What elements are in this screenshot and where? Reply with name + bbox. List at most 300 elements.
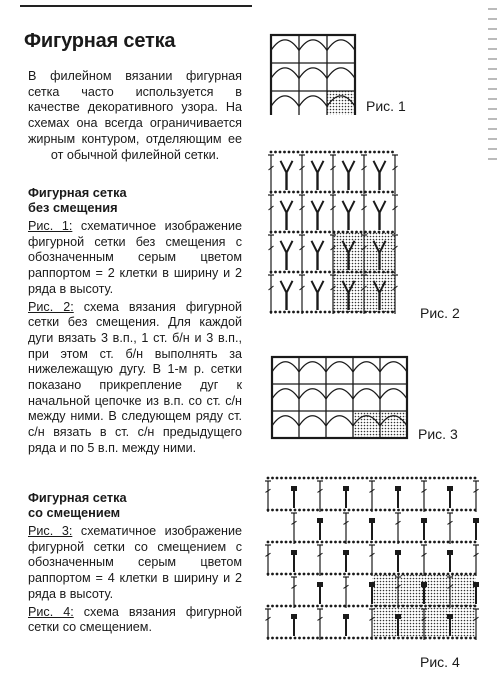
chain-stitch-symbol	[294, 573, 297, 576]
chain-stitch-symbol	[388, 509, 391, 512]
chain-stitch-symbol	[316, 573, 319, 576]
chain-stitch-symbol	[325, 541, 328, 544]
chain-stitch-symbol	[319, 191, 322, 194]
chain-stitch-symbol	[285, 573, 288, 576]
chain-stitch-symbol	[429, 509, 432, 512]
chain-stitch-symbol	[298, 605, 301, 608]
chain-stitch-symbol	[415, 541, 418, 544]
chain-stitch-symbol	[451, 509, 454, 512]
single-crochet-symbol	[343, 161, 355, 173]
chain-stitch-symbol	[361, 541, 364, 544]
chain-stitch-symbol	[474, 605, 477, 608]
chain-stitch-symbol	[460, 605, 463, 608]
chain-stitch-symbol	[276, 573, 279, 576]
chain-stitch-symbol	[438, 541, 441, 544]
chain-stitch-symbol	[360, 311, 363, 314]
chain-stitch-symbol	[301, 151, 304, 154]
chain-stitch-symbol	[334, 509, 337, 512]
chain-stitch-symbol	[271, 477, 274, 480]
chain-stitch-symbol	[348, 477, 351, 480]
chain-stitch-symbol	[393, 637, 396, 640]
chain-stitch-symbol	[366, 541, 369, 544]
chain-stitch-symbol	[420, 605, 423, 608]
chain-stitch-symbol	[355, 231, 358, 234]
chain-stitch-symbol	[280, 477, 283, 480]
chain-stitch-symbol	[298, 637, 301, 640]
chain-stitch-symbol	[342, 271, 345, 274]
chain-stitch-symbol	[285, 637, 288, 640]
grid-arc	[272, 389, 299, 399]
chain-stitch-symbol	[424, 605, 427, 608]
chain-stitch-symbol	[297, 191, 300, 194]
section2-heading-line2: со смещением	[28, 505, 121, 520]
single-crochet-symbol	[395, 614, 401, 619]
chain-stitch-symbol	[406, 637, 409, 640]
chain-stitch-symbol	[415, 509, 418, 512]
chain-stitch-symbol	[319, 271, 322, 274]
chain-stitch-symbol	[387, 231, 390, 234]
chain-stitch-symbol	[306, 191, 309, 194]
chain-stitch-symbol	[307, 509, 310, 512]
chain-stitch-symbol	[351, 151, 354, 154]
chain-stitch-symbol	[303, 541, 306, 544]
chain-stitch-symbol	[276, 637, 279, 640]
chain-stitch-symbol	[379, 509, 382, 512]
chain-stitch-symbol	[402, 509, 405, 512]
chain-stitch-symbol	[424, 541, 427, 544]
chain-stitch-symbol	[298, 477, 301, 480]
chain-stitch-symbol	[355, 271, 358, 274]
chain-stitch-symbol	[312, 509, 315, 512]
chain-stitch-symbol	[442, 541, 445, 544]
chain-stitch-symbol	[276, 477, 279, 480]
chain-stitch-symbol	[415, 605, 418, 608]
chain-stitch-symbol	[420, 573, 423, 576]
grid-arc	[353, 362, 380, 372]
chain-stitch-symbol	[382, 151, 385, 154]
chain-stitch-symbol	[420, 637, 423, 640]
chain-stitch-symbol	[343, 637, 346, 640]
chain-stitch-symbol	[339, 541, 342, 544]
chain-stitch-symbol	[306, 151, 309, 154]
chain-stitch-symbol	[429, 573, 432, 576]
chain-stitch-symbol	[411, 605, 414, 608]
chain-stitch-symbol	[271, 541, 274, 544]
chain-stitch-symbol	[433, 477, 436, 480]
chain-stitch-symbol	[310, 151, 313, 154]
chain-stitch-symbol	[346, 191, 349, 194]
chain-stitch-symbol	[333, 151, 336, 154]
single-crochet-symbol	[317, 518, 323, 523]
top-rule	[20, 5, 252, 7]
single-crochet-symbol	[343, 614, 349, 619]
single-crochet-symbol	[291, 550, 297, 555]
chain-stitch-symbol	[280, 573, 283, 576]
section1-heading-line1: Фигурная сетка	[28, 185, 127, 200]
chain-stitch-symbol	[433, 605, 436, 608]
chain-stitch-symbol	[438, 509, 441, 512]
chain-stitch-symbol	[303, 573, 306, 576]
chain-stitch-symbol	[342, 151, 345, 154]
chain-stitch-symbol	[310, 311, 313, 314]
chain-stitch-symbol	[346, 151, 349, 154]
chain-stitch-symbol	[379, 477, 382, 480]
chain-stitch-symbol	[337, 191, 340, 194]
chain-stitch-symbol	[289, 477, 292, 480]
section2-heading-line1: Фигурная сетка	[28, 490, 127, 505]
chain-stitch-symbol	[393, 605, 396, 608]
fig4-reference: Рис. 4:	[28, 604, 74, 619]
chain-stitch-symbol	[330, 477, 333, 480]
chain-stitch-symbol	[393, 541, 396, 544]
chain-stitch-symbol	[280, 637, 283, 640]
figure-4-diagram	[262, 472, 482, 652]
chain-stitch-symbol	[375, 605, 378, 608]
chain-stitch-symbol	[297, 231, 300, 234]
chain-stitch-symbol	[325, 573, 328, 576]
chain-stitch-symbol	[433, 573, 436, 576]
chain-stitch-symbol	[271, 573, 274, 576]
single-crochet-symbol	[291, 614, 297, 619]
chain-stitch-symbol	[424, 477, 427, 480]
chain-stitch-symbol	[447, 605, 450, 608]
chain-stitch-symbol	[378, 231, 381, 234]
chain-stitch-symbol	[346, 271, 349, 274]
chain-stitch-symbol	[325, 477, 328, 480]
chain-stitch-symbol	[366, 573, 369, 576]
chain-stitch-symbol	[315, 151, 318, 154]
chain-stitch-symbol	[292, 271, 295, 274]
single-crochet-symbol	[421, 582, 427, 587]
chain-stitch-symbol	[334, 605, 337, 608]
grid-arc	[299, 362, 326, 372]
chain-stitch-symbol	[438, 477, 441, 480]
chain-stitch-symbol	[279, 151, 282, 154]
chain-stitch-symbol	[391, 271, 394, 274]
chain-stitch-symbol	[393, 477, 396, 480]
fig3-reference: Рис. 3:	[28, 524, 73, 538]
chain-stitch-symbol	[351, 311, 354, 314]
chain-stitch-symbol	[460, 509, 463, 512]
grid-arc	[272, 362, 299, 372]
chain-stitch-symbol	[355, 191, 358, 194]
chain-stitch-symbol	[397, 637, 400, 640]
chain-stitch-symbol	[357, 573, 360, 576]
chain-stitch-symbol	[285, 605, 288, 608]
chain-stitch-symbol	[328, 231, 331, 234]
chain-stitch-symbol	[415, 573, 418, 576]
chain-stitch-symbol	[387, 271, 390, 274]
fig4-description	[28, 605, 242, 636]
chain-stitch-symbol	[406, 573, 409, 576]
chain-stitch-symbol	[319, 151, 322, 154]
chain-stitch-symbol	[388, 637, 391, 640]
chain-stitch-symbol	[342, 311, 345, 314]
figure-2-diagram	[267, 148, 399, 320]
chain-stitch-symbol	[433, 541, 436, 544]
chain-stitch-symbol	[328, 191, 331, 194]
chain-stitch-symbol	[366, 637, 369, 640]
chain-stitch-symbol	[316, 605, 319, 608]
grid-arc	[327, 68, 355, 79]
chain-stitch-symbol	[391, 191, 394, 194]
chain-stitch-symbol	[469, 541, 472, 544]
chain-stitch-symbol	[267, 541, 270, 544]
chain-stitch-symbol	[378, 311, 381, 314]
chain-stitch-symbol	[343, 573, 346, 576]
single-crochet-symbol	[291, 486, 297, 491]
chain-stitch-symbol	[352, 509, 355, 512]
chain-stitch-symbol	[360, 271, 363, 274]
single-crochet-symbol	[374, 161, 386, 173]
chain-stitch-symbol	[429, 541, 432, 544]
grid-arc	[326, 362, 353, 372]
chain-stitch-symbol	[339, 477, 342, 480]
chain-stitch-symbol	[334, 541, 337, 544]
fig3-description-text: схематичное изображение фигурной сетки со смещением с обозначенным серым цветом раппортом = 4 клетки в ширину и 2 ряда в высоту.	[28, 524, 242, 601]
chain-stitch-symbol	[388, 573, 391, 576]
chain-stitch-symbol	[447, 509, 450, 512]
chain-stitch-symbol	[379, 637, 382, 640]
chain-stitch-symbol	[355, 311, 358, 314]
chain-stitch-symbol	[271, 509, 274, 512]
chain-stitch-symbol	[360, 231, 363, 234]
chain-stitch-symbol	[364, 151, 367, 154]
chain-stitch-symbol	[360, 191, 363, 194]
chain-stitch-symbol	[382, 271, 385, 274]
chain-stitch-symbol	[469, 637, 472, 640]
chain-stitch-symbol	[474, 541, 477, 544]
single-crochet-symbol	[447, 550, 453, 555]
chain-stitch-symbol	[328, 151, 331, 154]
chain-stitch-symbol	[315, 311, 318, 314]
chain-stitch-symbol	[411, 477, 414, 480]
chain-stitch-symbol	[324, 231, 327, 234]
chain-stitch-symbol	[319, 231, 322, 234]
single-crochet-symbol	[369, 582, 375, 587]
chain-stitch-symbol	[289, 605, 292, 608]
single-crochet-symbol	[395, 550, 401, 555]
article-title: Фигурная сетка	[24, 30, 176, 52]
chain-stitch-symbol	[391, 311, 394, 314]
chain-stitch-symbol	[324, 271, 327, 274]
chain-stitch-symbol	[348, 573, 351, 576]
chain-stitch-symbol	[285, 509, 288, 512]
chain-stitch-symbol	[370, 541, 373, 544]
chain-stitch-symbol	[288, 151, 291, 154]
chain-stitch-symbol	[384, 605, 387, 608]
chain-stitch-symbol	[312, 541, 315, 544]
chain-stitch-symbol	[271, 637, 274, 640]
chain-stitch-symbol	[337, 231, 340, 234]
chain-stitch-symbol	[384, 477, 387, 480]
chain-stitch-symbol	[274, 271, 277, 274]
chain-stitch-symbol	[393, 509, 396, 512]
chain-stitch-symbol	[339, 605, 342, 608]
chain-stitch-symbol	[310, 191, 313, 194]
chain-stitch-symbol	[315, 271, 318, 274]
chain-stitch-symbol	[298, 509, 301, 512]
chain-stitch-symbol	[334, 573, 337, 576]
chain-stitch-symbol	[397, 509, 400, 512]
chain-stitch-symbol	[351, 231, 354, 234]
single-crochet-symbol	[374, 201, 386, 213]
chain-stitch-symbol	[307, 605, 310, 608]
chain-stitch-symbol	[382, 231, 385, 234]
fig1-description-text: схематичное изображение фигурной сетки без смещения с обозначенным серым цветом раппортом = 2 клетки в ширину и 2 ряда в высоту.	[28, 219, 242, 296]
chain-stitch-symbol	[397, 573, 400, 576]
chain-stitch-symbol	[465, 509, 468, 512]
chain-stitch-symbol	[352, 573, 355, 576]
single-crochet-symbol	[281, 201, 293, 213]
chain-stitch-symbol	[339, 637, 342, 640]
chain-stitch-symbol	[348, 541, 351, 544]
chain-stitch-symbol	[438, 605, 441, 608]
chain-stitch-symbol	[339, 573, 342, 576]
figure-4-caption: Рис. 4	[420, 654, 460, 670]
chain-stitch-symbol	[469, 573, 472, 576]
chain-stitch-symbol	[307, 573, 310, 576]
chain-stitch-symbol	[330, 605, 333, 608]
chain-stitch-symbol	[342, 191, 345, 194]
chain-stitch-symbol	[307, 541, 310, 544]
single-crochet-symbol	[369, 518, 375, 523]
chain-stitch-symbol	[325, 605, 328, 608]
chain-stitch-symbol	[306, 271, 309, 274]
fig2-reference: Рис. 2:	[28, 299, 74, 314]
chain-stitch-symbol	[312, 605, 315, 608]
chain-stitch-symbol	[321, 605, 324, 608]
grid-arc	[299, 40, 327, 51]
chain-stitch-symbol	[433, 509, 436, 512]
chain-stitch-symbol	[406, 541, 409, 544]
chain-stitch-symbol	[429, 477, 432, 480]
chain-stitch-symbol	[328, 271, 331, 274]
chain-stitch-symbol	[391, 231, 394, 234]
chain-stitch-symbol	[375, 541, 378, 544]
chain-stitch-symbol	[411, 637, 414, 640]
adjacent-page-edge	[488, 0, 497, 673]
figure-1-diagram	[269, 33, 357, 115]
chain-stitch-symbol	[391, 151, 394, 154]
chain-stitch-symbol	[442, 477, 445, 480]
chain-stitch-symbol	[474, 477, 477, 480]
chain-stitch-symbol	[325, 509, 328, 512]
grid-arc	[380, 389, 407, 399]
chain-stitch-symbol	[361, 477, 364, 480]
chain-stitch-symbol	[348, 637, 351, 640]
chain-stitch-symbol	[456, 509, 459, 512]
chain-stitch-symbol	[285, 541, 288, 544]
chain-stitch-symbol	[303, 637, 306, 640]
chain-stitch-symbol	[460, 637, 463, 640]
chain-stitch-symbol	[324, 151, 327, 154]
grid-arc	[271, 96, 299, 107]
chain-stitch-symbol	[274, 231, 277, 234]
chain-stitch-symbol	[280, 509, 283, 512]
grid-arc	[299, 68, 327, 79]
grid-arc	[326, 416, 353, 426]
chain-stitch-symbol	[298, 541, 301, 544]
chain-stitch-symbol	[303, 605, 306, 608]
fig1-description	[28, 219, 242, 298]
chain-stitch-symbol	[375, 573, 378, 576]
chain-stitch-symbol	[384, 573, 387, 576]
chain-stitch-symbol	[297, 151, 300, 154]
chain-stitch-symbol	[310, 271, 313, 274]
chain-stitch-symbol	[465, 605, 468, 608]
chain-stitch-symbol	[387, 151, 390, 154]
chain-stitch-symbol	[303, 477, 306, 480]
chain-stitch-symbol	[270, 151, 273, 154]
chain-stitch-symbol	[276, 541, 279, 544]
chain-stitch-symbol	[330, 509, 333, 512]
section-with-offset	[28, 490, 242, 638]
chain-stitch-symbol	[316, 509, 319, 512]
chain-stitch-symbol	[451, 477, 454, 480]
chain-stitch-symbol	[321, 573, 324, 576]
chain-stitch-symbol	[289, 509, 292, 512]
chain-stitch-symbol	[271, 605, 274, 608]
chain-stitch-symbol	[451, 605, 454, 608]
chain-stitch-symbol	[366, 605, 369, 608]
chain-stitch-symbol	[276, 509, 279, 512]
chain-stitch-symbol	[289, 573, 292, 576]
chain-stitch-symbol	[384, 509, 387, 512]
single-crochet-symbol	[281, 161, 293, 173]
chain-stitch-symbol	[465, 637, 468, 640]
chain-stitch-symbol	[447, 637, 450, 640]
chain-stitch-symbol	[420, 541, 423, 544]
chain-stitch-symbol	[465, 573, 468, 576]
chain-stitch-symbol	[442, 637, 445, 640]
intro-text: В филейном вязании фигурная сетка часто используется в качестве декоративного узора. На схемах она всегда ограничивается жирным контуром, отделяющим ее от обычной филейной сетки.	[28, 69, 242, 162]
chain-stitch-symbol	[292, 311, 295, 314]
single-crochet-symbol	[421, 518, 427, 523]
chain-stitch-symbol	[384, 637, 387, 640]
chain-stitch-symbol	[388, 477, 391, 480]
chain-stitch-symbol	[402, 605, 405, 608]
chain-stitch-symbol	[465, 541, 468, 544]
chain-stitch-symbol	[438, 637, 441, 640]
chain-stitch-symbol	[411, 541, 414, 544]
chain-stitch-symbol	[366, 509, 369, 512]
chain-stitch-symbol	[375, 637, 378, 640]
chain-stitch-symbol	[366, 477, 369, 480]
chain-stitch-symbol	[456, 605, 459, 608]
chain-stitch-symbol	[334, 637, 337, 640]
chain-stitch-symbol	[280, 541, 283, 544]
chain-stitch-symbol	[469, 605, 472, 608]
chain-stitch-symbol	[324, 311, 327, 314]
grid-arc	[327, 40, 355, 51]
fig4-description-text: схема вязания фигурной сетки со смещением.	[28, 604, 242, 635]
chain-stitch-symbol	[267, 605, 270, 608]
chain-stitch-symbol	[292, 231, 295, 234]
chain-stitch-symbol	[321, 509, 324, 512]
chain-stitch-symbol	[406, 509, 409, 512]
chain-stitch-symbol	[369, 191, 372, 194]
chain-stitch-symbol	[316, 637, 319, 640]
section-no-offset	[28, 185, 242, 459]
chain-stitch-symbol	[460, 541, 463, 544]
chain-stitch-symbol	[378, 271, 381, 274]
chain-stitch-symbol	[316, 477, 319, 480]
fig2-description	[28, 300, 242, 457]
chain-stitch-symbol	[379, 605, 382, 608]
chain-stitch-symbol	[361, 573, 364, 576]
chain-stitch-symbol	[274, 151, 277, 154]
